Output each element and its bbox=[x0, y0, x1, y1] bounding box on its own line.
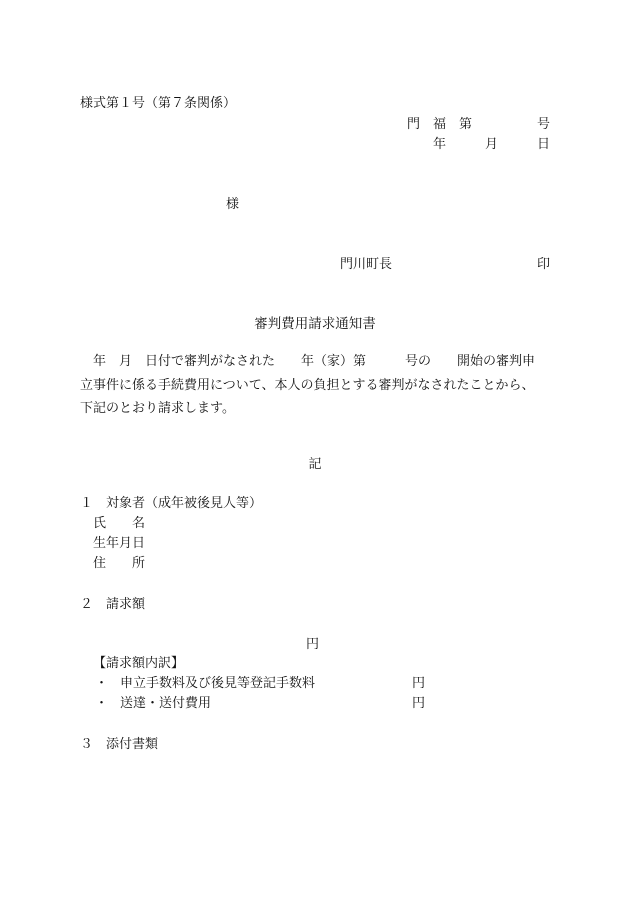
issuer: 門川町長 bbox=[340, 257, 393, 272]
section1-heading: １ 対象者（成年被後見人等） bbox=[80, 496, 263, 511]
breakdown-bullet: ・ bbox=[95, 696, 109, 711]
breakdown-bullet: ・ bbox=[95, 676, 109, 691]
form-number: 様式第１号（第７条関係） bbox=[80, 96, 237, 111]
body-paragraph bbox=[80, 350, 550, 421]
date-line: 年 月 日 bbox=[432, 137, 550, 152]
body-line: 下記のとおり請求します。 bbox=[80, 401, 235, 416]
section1-item-address: 住 所 bbox=[93, 556, 146, 571]
breakdown-unit: 円 bbox=[412, 676, 426, 691]
document-title: 審判費用請求通知書 bbox=[254, 316, 376, 332]
section3-heading: ３ 添付書類 bbox=[80, 737, 159, 752]
body-line: 立事件に係る手続費用について、本人の負担とする審判がなされたことから、 bbox=[80, 377, 535, 393]
breakdown-label: 申立手数料及び後見等登記手数料 bbox=[120, 676, 316, 691]
breakdown-label: 送達・送付費用 bbox=[120, 696, 212, 711]
seal: 印 bbox=[536, 257, 550, 272]
breakdown-unit: 円 bbox=[412, 696, 426, 711]
section1-item-birthdate: 生年月日 bbox=[93, 536, 146, 551]
section2-heading: ２ 請求額 bbox=[80, 597, 146, 612]
section1-item-name: 氏 名 bbox=[93, 516, 146, 531]
total-amount-unit: 円 bbox=[306, 637, 320, 652]
body-line: 年 月 日付で審判がなされた 年（家）第 号の 開始の審判申 bbox=[80, 354, 536, 369]
breakdown-heading: 【請求額内訳】 bbox=[93, 656, 185, 671]
addressee-suffix: 様 bbox=[226, 197, 240, 212]
document-number: 門 福 第 号 bbox=[406, 117, 550, 132]
ki-heading: 記 bbox=[308, 457, 322, 472]
